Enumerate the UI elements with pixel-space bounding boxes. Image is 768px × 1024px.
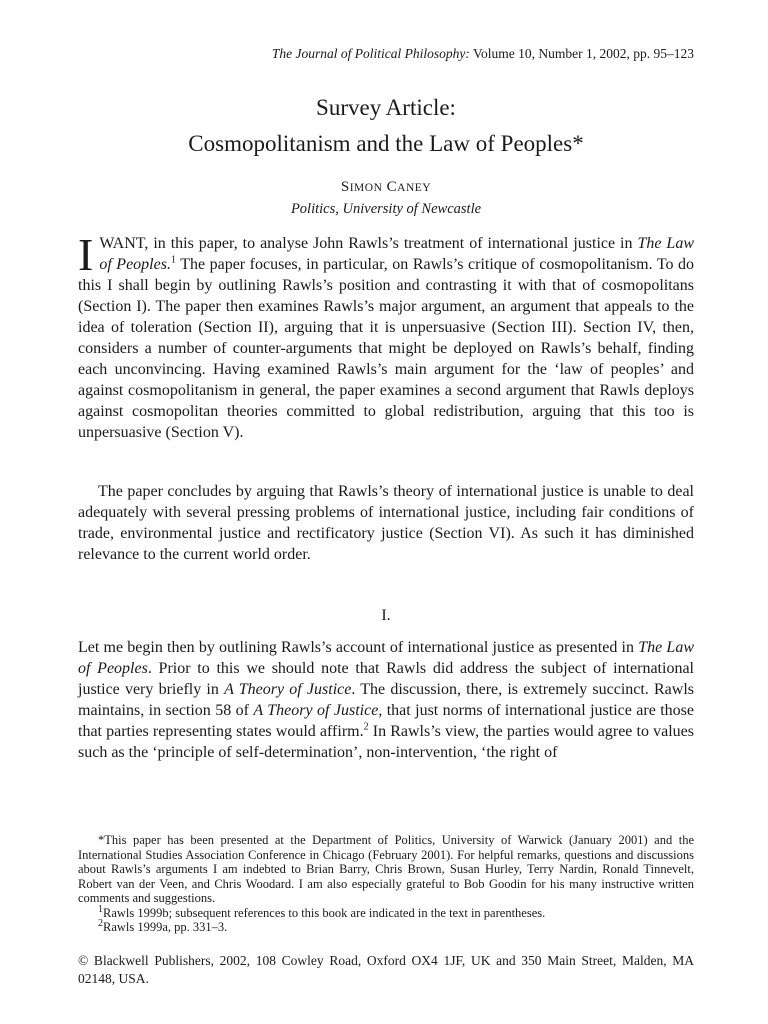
- book-title: The Law of Peoples.: [99, 235, 695, 273]
- author-name: [78, 179, 694, 196]
- para3-text-e: In Rawls’s view, the parties would agree to values such as the ‘principle of self-determination’, non-intervention, ‘the right of: [78, 723, 694, 761]
- para1-text-a: WANT, in this paper, to analyse John Rawls’s treatment of international justice in: [99, 235, 638, 252]
- copyright-notice: © Blackwell Publishers, 2002, 108 Cowley Road, Oxford OX4 1JF, UK and 350 Main Street, Malden, MA 02148, USA.: [78, 953, 694, 986]
- intro-paragraph-1: [78, 229, 695, 443]
- footnote-ref-2[interactable]: 2: [363, 721, 369, 733]
- footnote-star: *This paper has been presented at the Department of Politics, University of Warwick (January 2001) and the International Studies Association Conference in Chicago (February 2001). For helpful remarks, questions and discussions about Rawls’s arguments I am indebted to Brian Barry, Chris Brown, Susan Hurley, Terry Nardin, Ronald Tinnevelt, Robert van der Veen, and Chris Woodard. I am also especially grateful to Bob Goodin for his many instructive written comments and suggestions.: [78, 833, 694, 905]
- author-first-rest: IMON: [349, 182, 383, 194]
- footnote-2: [78, 917, 694, 935]
- book-title: A Theory of Justice: [253, 702, 379, 719]
- footnote-2-number: 2: [98, 917, 103, 929]
- para3-text-c: . The discussion, there, is extremely succinct. Rawls maintains, in section 58 of: [78, 681, 695, 719]
- article-type-title: Survey Article:: [316, 95, 456, 120]
- section-heading: I.: [381, 607, 391, 624]
- footnote-2-text: Rawls 1999a, pp. 331–3.: [103, 920, 228, 934]
- para3-text-d: , that just norms of international justice are those that parties representing states would affirm.: [78, 702, 694, 740]
- author-initial-last: C: [382, 179, 398, 195]
- footnote-1-text: Rawls 1999b; subsequent references to this book are indicated in the text in parentheses.: [103, 905, 546, 920]
- running-head: [272, 46, 694, 62]
- book-title: A Theory of Justice: [224, 681, 352, 698]
- section-1-paragraph: [78, 637, 694, 763]
- para3-text-b: . Prior to this we should note that Rawls did address the subject of international justice very briefly in: [78, 660, 694, 698]
- intro-paragraph-2: The paper concludes by arguing that Rawls’s theory of international justice is unable to deal adequately with several pressing problems of international justice, including fair conditions of trade, environmental justice and rectificatory justice (Section VI). As such it has diminished relevance to the current world order.: [78, 483, 694, 563]
- footnote-1: [78, 903, 694, 921]
- author-affiliation: Politics, University of Newcastle: [290, 201, 482, 217]
- footnotes: [78, 833, 694, 935]
- journal-page: [78, 0, 694, 1024]
- para3-text-a: Let me begin then by outlining Rawls’s account of international justice as presented in: [78, 639, 639, 656]
- author-initial-first: S: [340, 179, 350, 195]
- para1-text-b: The paper focuses, in particular, on Rawls’s critique of cosmopolitanism. To do this I shall begin by outlining Rawls’s position and contrasting it with that of cosmopolitans (Section I). The paper then examines Rawls’s major argument, an argument that appeals to the idea of toleration (Section II), arguing that it is unpersuasive (Section III). Section IV, then, considers a number of counter-arguments that might be deployed on Rawls’s behalf, finding each unconvincing. Having examined Rawls’s main argument for the ‘law of peoples’ and against cosmopolitanism in general, the paper examines a second argument that Rawls deploys against cosmopolitan theories committed to global redistribution, arguing that this too is unpersuasive (Section V).: [78, 256, 695, 441]
- footnote-1-number: 1: [98, 903, 103, 915]
- journal-issue-details: Volume 10, Number 1, 2002, pp. 95–123: [469, 46, 694, 61]
- footnote-ref-1[interactable]: 1: [170, 254, 176, 266]
- drop-cap: I: [78, 229, 94, 280]
- journal-name: The Journal of Political Philosophy:: [271, 46, 470, 61]
- author-last-rest: ANEY: [397, 182, 432, 194]
- article-title: Cosmopolitanism and the Law of Peoples*: [188, 131, 584, 156]
- book-title: The Law of Peoples: [78, 639, 694, 677]
